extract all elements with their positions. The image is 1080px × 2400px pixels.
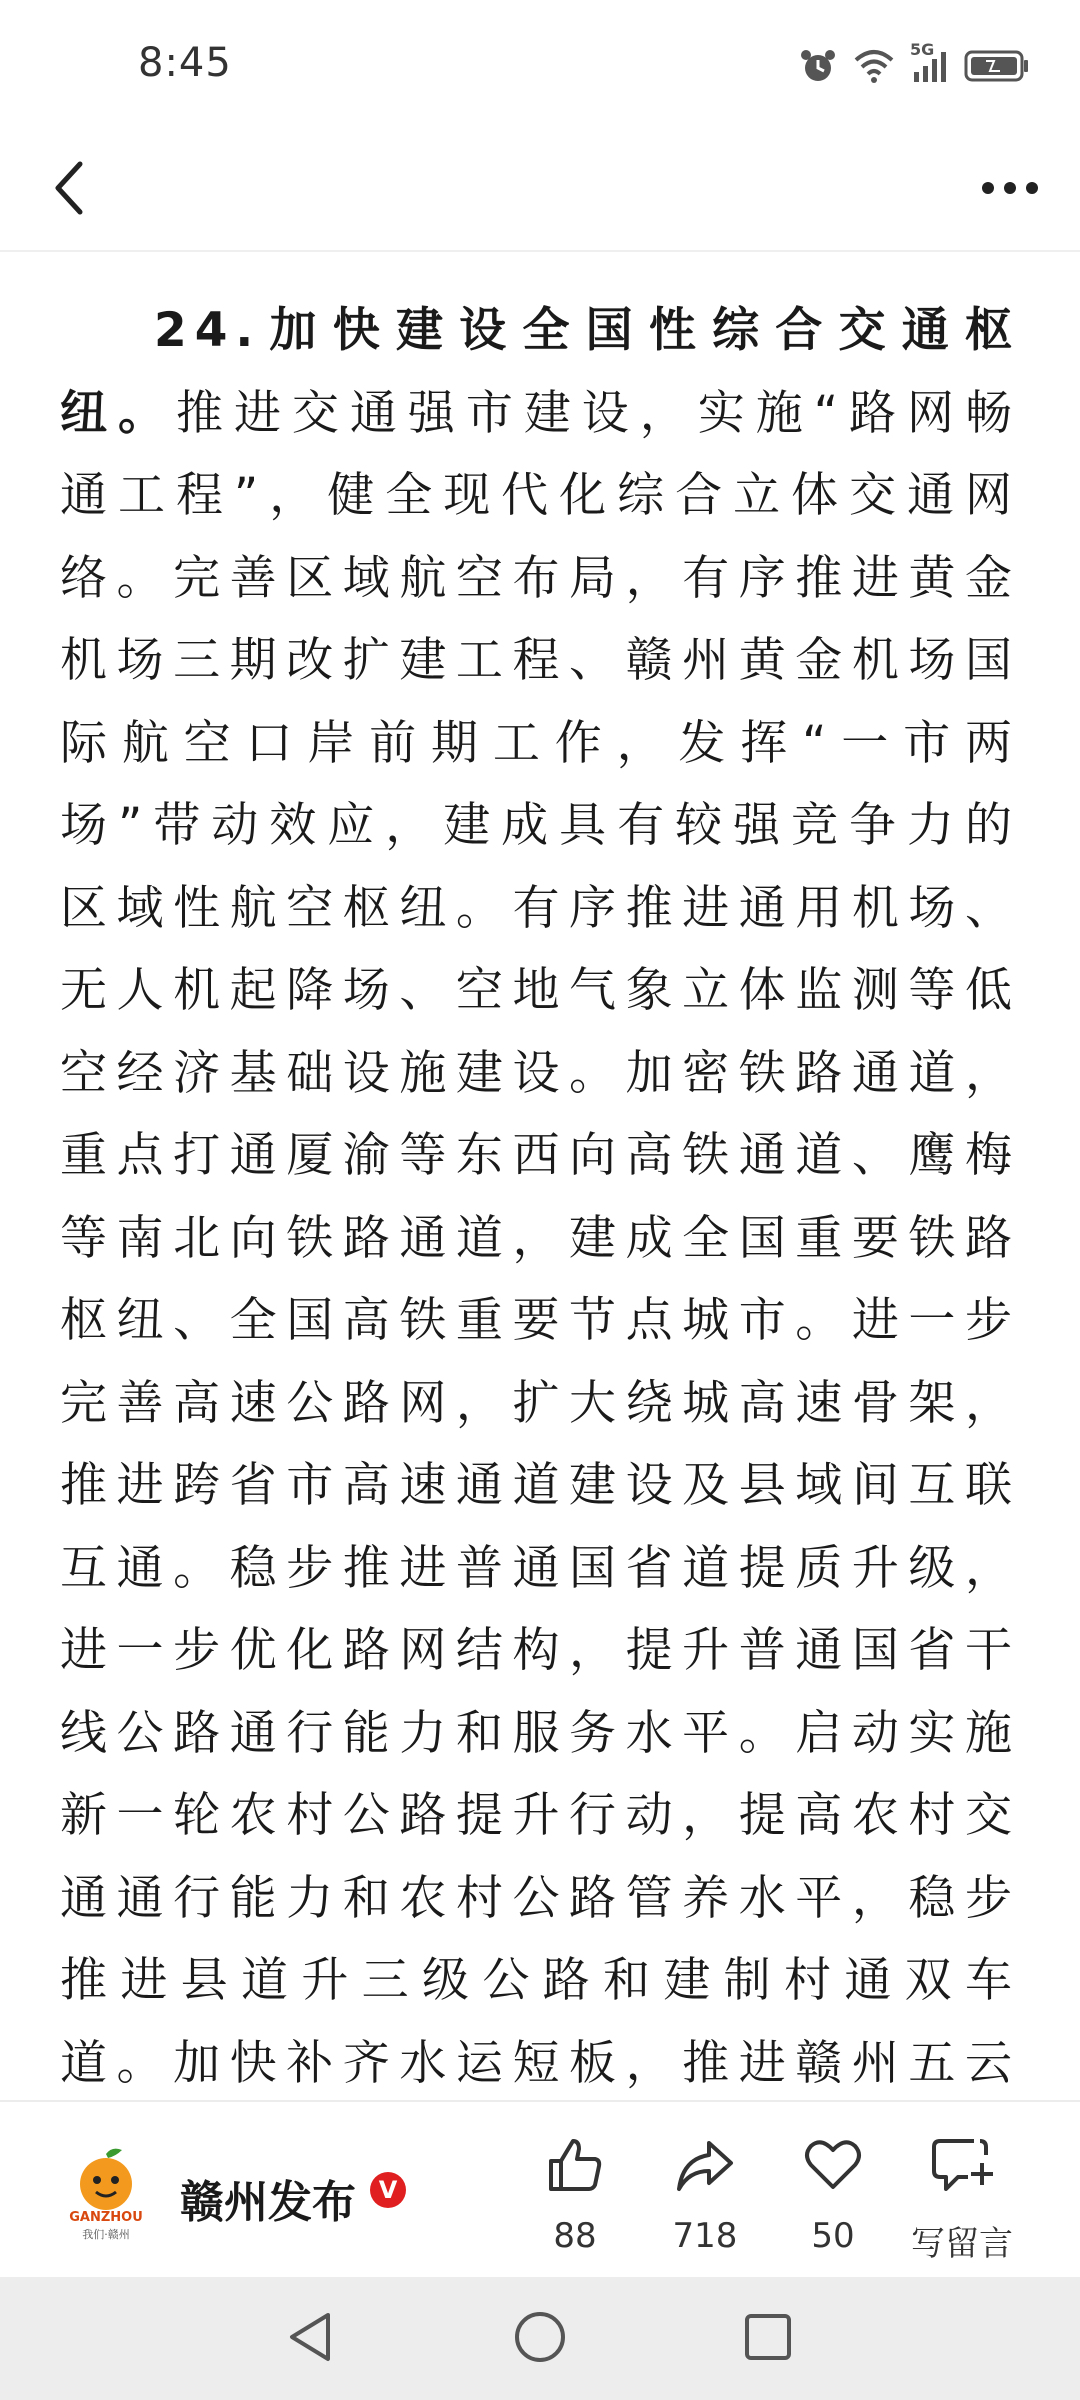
heart-icon xyxy=(803,2135,863,2199)
status-time: 8:45 xyxy=(138,40,232,86)
alarm-icon xyxy=(798,46,838,86)
share-count: 718 xyxy=(672,2216,738,2256)
wifi-icon xyxy=(852,48,896,84)
like-button[interactable] xyxy=(520,2132,630,2272)
nav-back-icon xyxy=(284,2309,336,2369)
article-paragraph: 推进交通强市建设，实施“路网畅通工程”，健全现代化综合立体交通网络。完善区域航空布局，有序推进黄金机场三期改扩建工程、赣州黄金机场国际航空口岸前期工作，发挥“一市两场”带动效应，建成具有较强竞争力的区域性航空枢纽。有序推进通用机场、无人机起降场、空地气象立体监测等低空经济基础设施建设。加密铁路通道，重点打通厦渝等东西向高铁通道、鹰梅等南北向铁路通道，建成全国重要铁路枢纽、全国高铁重要节点城市。进一步完善高速公路网，扩大绕城高速骨架，推进跨省市高速通道建设及县域间互联互通。稳步推进普通国省道提质升级，进一步优化路网结构，提升普通国省干线公路通行能力和服务水平。启动实施新一轮农村公路提升行动，提高农村交通通行能力和农村公路管养水平，稳步推进县道升三级公路和建制村通双车道。加快补齐水运短板，推进赣州五云 xyxy=(60,385,1020,2091)
favorite-button[interactable] xyxy=(778,2132,888,2272)
back-icon xyxy=(50,158,90,222)
status-bar xyxy=(0,0,1080,130)
comment-button[interactable] xyxy=(902,2132,1022,2272)
comment-icon xyxy=(930,2135,994,2199)
nav-recents-icon xyxy=(742,2311,794,2367)
logo-text: GANZHOU xyxy=(69,2210,143,2225)
signal-icon xyxy=(910,40,950,84)
more-button[interactable] xyxy=(970,150,1050,230)
account-name[interactable]: 赣州发布 xyxy=(180,2177,356,2228)
top-navigation xyxy=(0,130,1080,252)
favorite-count: 50 xyxy=(811,2216,855,2256)
share-button[interactable] xyxy=(650,2132,760,2272)
article-lead-heading: 24.加快建设全国性综合交通枢纽。 xyxy=(60,303,1020,441)
comment-label: 写留言 xyxy=(911,2224,1013,2264)
logo-subtext: 我们·赣州 xyxy=(82,2228,130,2241)
nav-back-button[interactable] xyxy=(278,2307,342,2371)
network-label: 5G xyxy=(910,40,935,59)
verified-badge: V xyxy=(370,2172,406,2208)
battery-icon xyxy=(964,49,1030,83)
share-icon xyxy=(675,2135,735,2199)
nav-home-button[interactable] xyxy=(508,2307,572,2371)
nav-recents-button[interactable] xyxy=(736,2307,800,2371)
system-nav-bar xyxy=(0,2277,1080,2400)
bottom-action-bar xyxy=(0,2100,1080,2279)
thumbs-up-icon xyxy=(545,2135,605,2199)
status-icons xyxy=(798,40,1030,88)
like-count: 88 xyxy=(553,2216,597,2256)
account-logo[interactable] xyxy=(66,2146,146,2242)
nav-home-icon xyxy=(512,2309,568,2369)
more-icon xyxy=(980,180,1040,200)
article-body xyxy=(60,290,1020,2100)
back-button[interactable] xyxy=(30,150,110,230)
